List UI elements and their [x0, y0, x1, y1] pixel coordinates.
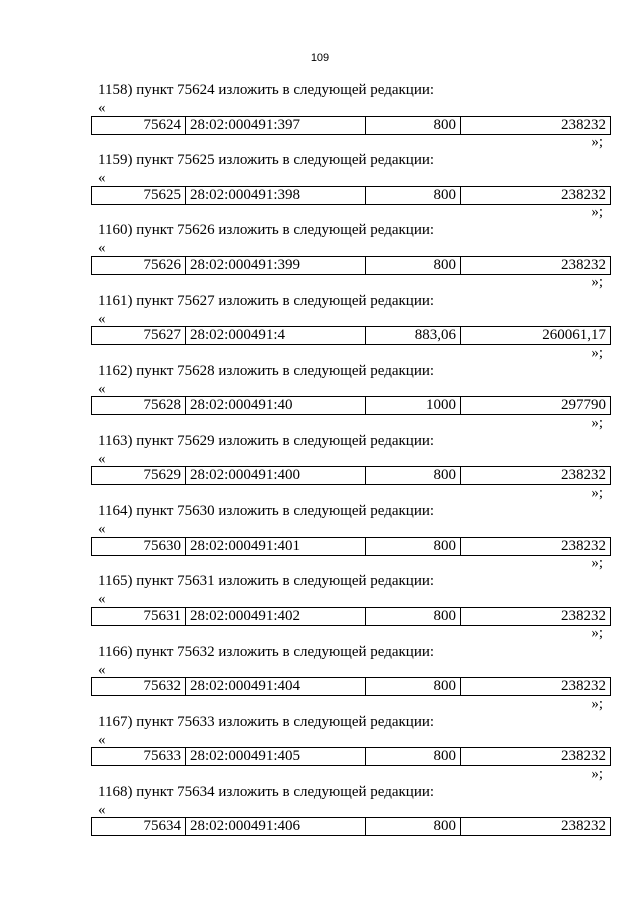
amendment-heading: 1165) пункт 75631 изложить в следующей редакции: [98, 573, 435, 590]
close-quote: »; [591, 134, 603, 150]
document-body [91, 80, 611, 852]
table-row [92, 186, 611, 204]
value-cell: 238232 [461, 537, 611, 555]
amendment-block [91, 361, 611, 431]
table-row [92, 467, 611, 485]
cadastral-number-cell: 28:02:000491:398 [186, 186, 366, 204]
amendment-table [91, 817, 611, 836]
amendment-heading: 1158) пункт 75624 изложить в следующей редакции: [98, 82, 435, 98]
amendment-block [91, 712, 611, 782]
amendment-block [91, 501, 611, 571]
area-cell: 800 [366, 467, 461, 485]
amendment-heading: 1162) пункт 75628 изложить в следующей редакции: [98, 362, 435, 379]
cadastral-number-cell: 28:02:000491:406 [186, 818, 366, 836]
page-number: 109 [310, 52, 330, 64]
close-quote: »; [591, 625, 603, 642]
area-cell: 800 [366, 186, 461, 204]
close-quote: »; [591, 204, 603, 221]
table-row [92, 327, 611, 345]
area-cell: 800 [366, 607, 461, 625]
amendment-table [91, 396, 611, 415]
open-quote: « [98, 240, 106, 257]
item-number-cell: 75626 [92, 256, 186, 274]
area-cell: 800 [366, 748, 461, 766]
amendment-block [91, 80, 611, 150]
item-number-cell: 75624 [92, 116, 186, 134]
open-quote: « [98, 801, 106, 818]
amendment-block [91, 291, 611, 361]
open-quote: « [98, 450, 106, 467]
table-row [92, 116, 611, 134]
amendment-block [91, 220, 611, 290]
value-cell: 238232 [461, 116, 611, 134]
amendment-heading: 1164) пункт 75630 изложить в следующей редакции: [98, 503, 435, 520]
area-cell: 800 [366, 256, 461, 274]
area-cell: 800 [366, 818, 461, 836]
open-quote: « [98, 521, 106, 538]
close-quote: »; [591, 484, 603, 501]
amendment-heading: 1168) пункт 75634 изложить в следующей редакции: [98, 783, 435, 800]
value-cell: 260061,17 [461, 327, 611, 345]
item-number-cell: 75629 [92, 467, 186, 485]
item-number-cell: 75632 [92, 678, 186, 696]
table-row [92, 397, 611, 415]
table-row [92, 607, 611, 625]
table-row [92, 537, 611, 555]
table-row [92, 818, 611, 836]
amendment-table [91, 677, 611, 696]
cadastral-number-cell: 28:02:000491:4 [186, 327, 366, 345]
cadastral-number-cell: 28:02:000491:40 [186, 397, 366, 415]
item-number-cell: 75625 [92, 186, 186, 204]
close-quote: »; [591, 274, 603, 291]
area-cell: 800 [366, 537, 461, 555]
amendment-heading: 1159) пункт 75625 изложить в следующей редакции: [98, 152, 435, 169]
value-cell: 297790 [461, 397, 611, 415]
open-quote: « [98, 100, 106, 116]
amendment-heading: 1167) пункт 75633 изложить в следующей редакции: [98, 713, 435, 730]
area-cell: 800 [366, 116, 461, 134]
item-number-cell: 75628 [92, 397, 186, 415]
amendment-table [91, 537, 611, 556]
item-number-cell: 75631 [92, 607, 186, 625]
value-cell: 238232 [461, 678, 611, 696]
open-quote: « [98, 731, 106, 748]
table-row [92, 678, 611, 696]
amendment-block [91, 431, 611, 501]
open-quote: « [98, 310, 106, 327]
item-number-cell: 75630 [92, 537, 186, 555]
value-cell: 238232 [461, 256, 611, 274]
cadastral-number-cell: 28:02:000491:405 [186, 748, 366, 766]
amendment-table [91, 607, 611, 626]
close-quote: »; [591, 695, 603, 712]
close-quote: »; [591, 765, 603, 782]
cadastral-number-cell: 28:02:000491:400 [186, 467, 366, 485]
amendment-block [91, 782, 611, 852]
item-number-cell: 75627 [92, 327, 186, 345]
value-cell: 238232 [461, 467, 611, 485]
cadastral-number-cell: 28:02:000491:404 [186, 678, 366, 696]
amendment-table [91, 116, 611, 135]
amendment-table [91, 326, 611, 345]
item-number-cell: 75633 [92, 748, 186, 766]
value-cell: 238232 [461, 748, 611, 766]
amendment-table [91, 256, 611, 275]
amendment-table [91, 747, 611, 766]
table-row [92, 748, 611, 766]
area-cell: 883,06 [366, 327, 461, 345]
amendment-heading: 1160) пункт 75626 изложить в следующей редакции: [98, 222, 435, 239]
cadastral-number-cell: 28:02:000491:402 [186, 607, 366, 625]
amendment-table [91, 186, 611, 205]
area-cell: 1000 [366, 397, 461, 415]
amendment-heading: 1161) пункт 75627 изложить в следующей редакции: [98, 292, 435, 309]
value-cell: 238232 [461, 607, 611, 625]
amendment-block [91, 150, 611, 220]
open-quote: « [98, 380, 106, 397]
amendment-heading: 1166) пункт 75632 изложить в следующей редакции: [98, 643, 435, 660]
amendment-heading: 1163) пункт 75629 изложить в следующей редакции: [98, 432, 435, 449]
open-quote: « [98, 591, 106, 608]
cadastral-number-cell: 28:02:000491:397 [186, 116, 366, 134]
close-quote: »; [591, 555, 603, 572]
close-quote: »; [591, 344, 603, 361]
item-number-cell: 75634 [92, 818, 186, 836]
close-quote: »; [591, 414, 603, 431]
open-quote: « [98, 661, 106, 678]
amendment-block [91, 571, 611, 641]
table-row [92, 256, 611, 274]
value-cell: 238232 [461, 818, 611, 836]
amendment-block [91, 642, 611, 712]
cadastral-number-cell: 28:02:000491:401 [186, 537, 366, 555]
open-quote: « [98, 170, 106, 187]
area-cell: 800 [366, 678, 461, 696]
amendment-table [91, 466, 611, 485]
cadastral-number-cell: 28:02:000491:399 [186, 256, 366, 274]
value-cell: 238232 [461, 186, 611, 204]
